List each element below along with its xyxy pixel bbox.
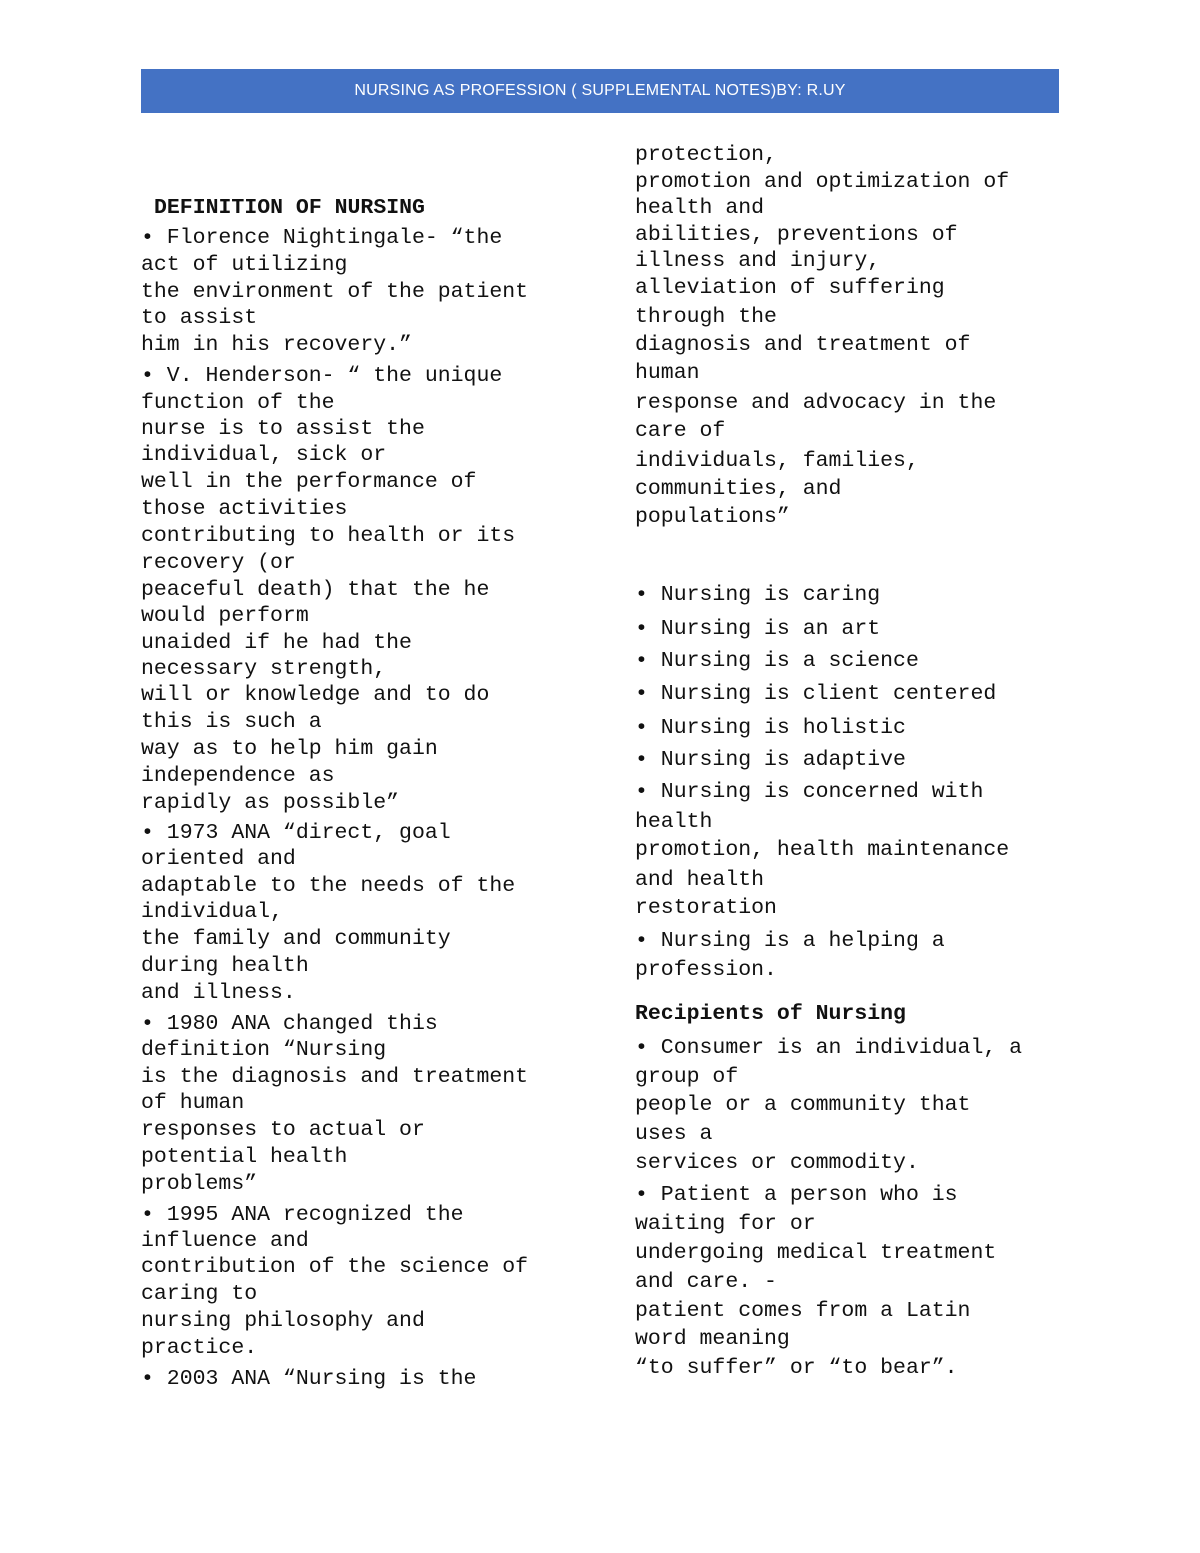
- text-line: potential health: [141, 1145, 348, 1169]
- text-line: him in his recovery.”: [141, 333, 412, 357]
- bullet-item: • Nursing is an art: [635, 617, 881, 641]
- text-line: this is such a: [141, 710, 322, 734]
- text-line: way as to help him gain: [141, 737, 438, 761]
- text-line: • 2003 ANA “Nursing is the: [141, 1367, 477, 1391]
- bullet-item: • Patient a person who is: [635, 1183, 958, 1207]
- text-line: profession.: [635, 958, 777, 982]
- text-line: “to suffer” or “to bear”.: [635, 1356, 958, 1380]
- text-line: is the diagnosis and treatment: [141, 1065, 529, 1089]
- text-line: caring to: [141, 1282, 258, 1306]
- left-column: [141, 0, 529, 1391]
- text-line: promotion, health maintenance: [635, 838, 1010, 862]
- text-line: nurse is to assist the: [141, 417, 425, 441]
- text-line: adaptable to the needs of the: [141, 874, 516, 898]
- text-line: necessary strength,: [141, 657, 387, 681]
- text-line: nursing philosophy and: [141, 1309, 425, 1333]
- text-line: problems”: [141, 1172, 258, 1196]
- text-line: unaided if he had the: [141, 631, 412, 655]
- text-line: word meaning: [635, 1327, 790, 1351]
- text-line: • Florence Nightingale- “the: [141, 226, 503, 250]
- text-line: peaceful death) that the he: [141, 578, 490, 602]
- text-line: individual,: [141, 900, 283, 924]
- right-column: [635, 0, 1023, 1380]
- bullet-item: • Nursing is adaptive: [635, 748, 906, 772]
- text-line: and health: [635, 868, 765, 892]
- bullet-item: • Consumer is an individual, a: [635, 1036, 1023, 1060]
- text-line: response and advocacy in the: [635, 391, 997, 415]
- text-line: contribution of the science of: [141, 1255, 529, 1279]
- text-line: diagnosis and treatment of: [635, 333, 971, 357]
- text-line: of human: [141, 1091, 245, 1115]
- text-line: during health: [141, 954, 309, 978]
- text-line: communities, and: [635, 477, 842, 501]
- text-line: undergoing medical treatment: [635, 1241, 997, 1265]
- text-line: through the: [635, 305, 777, 329]
- text-line: people or a community that: [635, 1093, 971, 1117]
- text-line: the environment of the patient: [141, 280, 529, 304]
- bullet-item: • Nursing is caring: [635, 583, 881, 607]
- document-header-band: [141, 69, 1059, 113]
- text-line: definition “Nursing: [141, 1038, 387, 1062]
- text-line: • 1980 ANA changed this: [141, 1012, 438, 1036]
- text-line: illness and injury,: [635, 249, 881, 273]
- text-line: uses a: [635, 1122, 713, 1146]
- bullet-item: • Nursing is concerned with: [635, 780, 984, 804]
- text-line: • V. Henderson- “ the unique: [141, 364, 503, 388]
- bullet-item: • Nursing is client centered: [635, 682, 997, 706]
- text-line: function of the: [141, 391, 335, 415]
- text-line: oriented and: [141, 847, 296, 871]
- text-line: responses to actual or: [141, 1118, 425, 1142]
- text-line: health: [635, 810, 713, 834]
- document-header-title: NURSING AS PROFESSION ( SUPPLEMENTAL NOTES)BY: R.UY: [354, 82, 846, 99]
- bullet-item: • Nursing is a helping a: [635, 929, 945, 953]
- text-line: • 1995 ANA recognized the: [141, 1203, 464, 1227]
- section-heading-definition: DEFINITION OF NURSING: [154, 196, 425, 220]
- text-line: care of: [635, 419, 726, 443]
- text-line: human: [635, 361, 700, 385]
- text-line: • 1973 ANA “direct, goal: [141, 821, 451, 845]
- text-line: health and: [635, 196, 765, 220]
- text-line: individual, sick or: [141, 443, 387, 467]
- text-line: rapidly as possible”: [141, 791, 400, 815]
- text-line: well in the performance of: [141, 470, 477, 494]
- text-line: and illness.: [141, 981, 296, 1005]
- text-line: influence and: [141, 1229, 309, 1253]
- text-line: those activities: [141, 497, 348, 521]
- text-line: abilities, preventions of: [635, 223, 958, 247]
- text-line: waiting for or: [635, 1212, 816, 1236]
- text-line: services or commodity.: [635, 1151, 919, 1175]
- bullet-item: • Nursing is a science: [635, 649, 919, 673]
- text-line: to assist: [141, 306, 258, 330]
- text-line: act of utilizing: [141, 253, 348, 277]
- text-line: restoration: [635, 896, 777, 920]
- text-line: patient comes from a Latin: [635, 1299, 971, 1323]
- text-line: contributing to health or its: [141, 524, 516, 548]
- text-line: group of: [635, 1065, 739, 1089]
- text-line: and care. -: [635, 1270, 777, 1294]
- text-line: promotion and optimization of: [635, 170, 1010, 194]
- text-line: alleviation of suffering: [635, 276, 945, 300]
- text-line: would perform: [141, 604, 309, 628]
- text-line: individuals, families,: [635, 449, 919, 473]
- text-line: practice.: [141, 1336, 258, 1360]
- text-line: independence as: [141, 764, 335, 788]
- text-line: protection,: [635, 143, 777, 167]
- text-line: populations”: [635, 505, 790, 529]
- text-line: will or knowledge and to do: [141, 683, 490, 707]
- text-line: recovery (or: [141, 551, 296, 575]
- text-line: the family and community: [141, 927, 451, 951]
- section-heading-recipients: Recipients of Nursing: [635, 1002, 906, 1026]
- bullet-item: • Nursing is holistic: [635, 716, 906, 740]
